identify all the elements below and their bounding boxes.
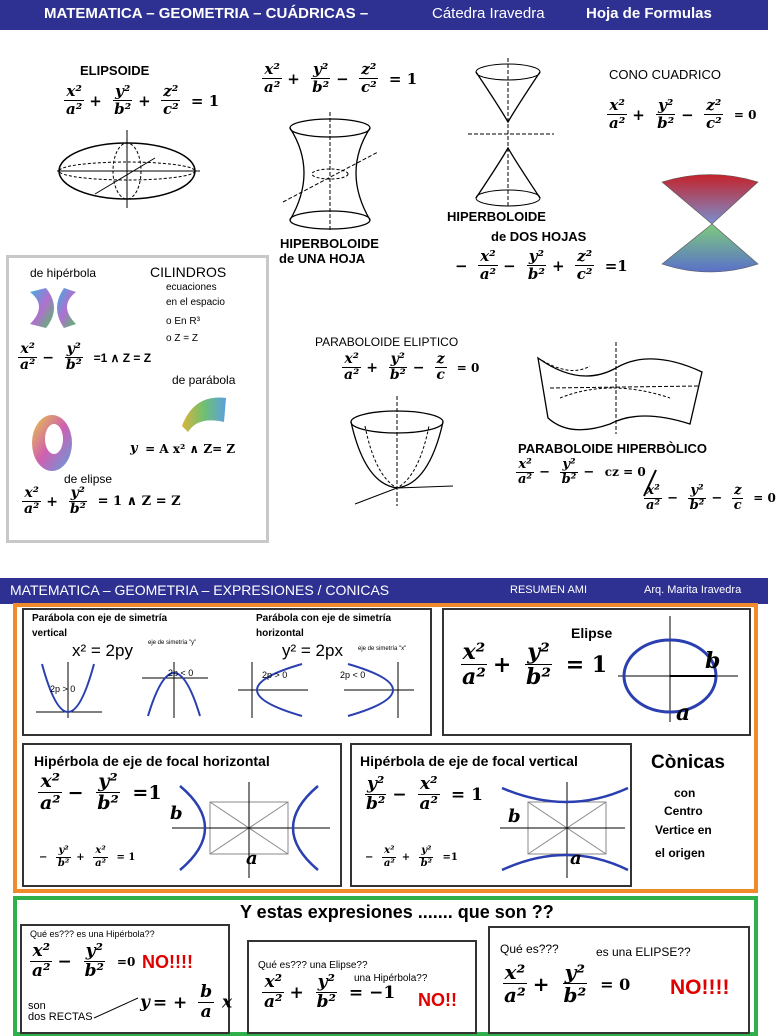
parabola-horizontal-title-1: Parábola con eje de simetría xyxy=(256,613,392,624)
cilindro-hiperbolico-equation: $\frac{\text{x²}}{\text{a²}}$ − $\frac{\text{y²}}{\text{b²}}$ =1 ∧ Z = Z xyxy=(20,341,152,373)
hiperboloide-dos-hojas-equation: − $\frac{\text{x²}}{\text{a²}}$ − $\frac{\text{y²}}{\text{b²}}$ + $\frac{\text{z²}}{\text{c²}}$ =1 xyxy=(455,247,628,283)
hiperbola-vertical-b: b xyxy=(508,806,521,827)
question-2-text-2: una Hipérbola?? xyxy=(354,973,428,984)
elipsoide-equation: $\frac{\text{x²}}{\text{a²}}$ + $\frac{\text{y²}}{\text{b²}}$ + $\frac{\text{z²}}{\text{c²}}$ = 1 xyxy=(66,82,220,118)
conicas-line-2: Centro xyxy=(664,804,703,818)
paraboloide-hiperbolico-equation-2: $\frac{\text{x²}}{\text{a²}}$ − $\frac{\text{y²}}{\text{b²}}$ − $\frac{z}{c}$ = 0 xyxy=(646,483,776,513)
question-1-text: Qué es??? es una Hipérbola?? xyxy=(30,929,155,939)
expresiones-question: Y estas expresiones ....... que son ?? xyxy=(240,902,554,922)
elipse-b-label: b xyxy=(705,648,721,674)
hiperbola-vertical-alt-equation: − $\frac{\text{x²}}{\text{a²}}$ + $\frac{\text{y²}}{\text{b²}}$ =1 xyxy=(365,845,458,869)
parabola-vertical-note: eje de simetría "y" xyxy=(148,640,197,646)
hiperboloide-dos-hojas-label-2: de DOS HOJAS xyxy=(491,229,587,244)
question-1-no: NO!!!! xyxy=(142,952,193,972)
hiperbola-horizontal-title: Hipérbola de eje de focal horizontal xyxy=(34,753,270,769)
elipse-label: Elipse xyxy=(571,625,613,641)
parabola-vertical-equation: x² = 2py xyxy=(72,641,133,660)
parabola-horizontal-left-graph xyxy=(342,660,416,720)
conicas-line-1: con xyxy=(674,786,696,800)
question-2-no: NO!! xyxy=(418,990,457,1010)
hiperbola-vertical-graph xyxy=(500,780,630,880)
elipse-equation: $\frac{\text{x²}}{\text{a²}}$ + $\frac{\text{y²}}{\text{b²}}$ = 1 xyxy=(462,639,608,691)
cilindros-hiperbola-label: de hipérbola xyxy=(30,266,97,280)
elipsoide-figure xyxy=(55,128,205,208)
parabola-vertical-p-pos: 2p > 0 xyxy=(50,684,76,694)
cilindro-hiperbolico-figure xyxy=(28,286,78,330)
elipsoide-label: ELIPSOIDE xyxy=(80,63,150,78)
cilindros-note-2: en el espacio xyxy=(166,297,225,308)
cilindros-parabola-label: de parábola xyxy=(172,373,236,387)
hiperboloide-una-hoja-label-2: de UNA HOJA xyxy=(279,251,366,266)
conicas-title: Cònicas xyxy=(651,752,725,773)
cilindro-eliptico-equation: $\frac{\text{x²}}{\text{a²}}$ + $\frac{\text{y²}}{\text{b²}}$ = 1 ∧ Z = Z xyxy=(24,485,181,517)
page1-header xyxy=(0,0,768,30)
hiperboloide-una-hoja-equation: $\frac{\text{x²}}{\text{a²}}$ + $\frac{\text{y²}}{\text{b²}}$ − $\frac{\text{z²}}{\text{c²}}$ = 1 xyxy=(264,60,418,96)
cono-label: CONO CUADRICO xyxy=(609,67,721,82)
cono-equation: $\frac{\text{x²}}{\text{a²}}$ + $\frac{\text{y²}}{\text{b²}}$ − $\frac{\text{z²}}{\text{c²}}$ = 0 xyxy=(609,96,757,132)
question-1-rectas: dos RECTAS xyxy=(28,1011,93,1023)
paraboloide-hiperbolico-equation-1: $\frac{\text{x²}}{\text{a²}}$ − $\frac{\text{y²}}{\text{b²}}$ − cz = 0 xyxy=(518,457,646,487)
conicas-line-4: el origen xyxy=(655,846,706,860)
question-3-no: NO!!!! xyxy=(670,976,730,999)
cono-figure xyxy=(660,172,760,272)
conicas-line-3: Vertice en xyxy=(655,823,712,837)
cilindro-parabolico-figure xyxy=(180,392,228,432)
question-1-arrow xyxy=(92,996,142,1020)
paraboloide-hiperbolico-label: PARABOLOIDE HIPERBÒLICO xyxy=(518,441,707,456)
question-2-equation: $\frac{\text{x²}}{\text{a²}}$ + $\frac{\text{y²}}{\text{b²}}$ = −1 xyxy=(264,972,396,1012)
page2-title: MATEMATICA – GEOMETRIA – EXPRESIONES / CONICAS xyxy=(10,582,390,598)
hiperbola-horizontal-a: a xyxy=(246,848,258,869)
page2-header xyxy=(0,578,768,604)
paraboloide-eliptico-figure xyxy=(345,396,455,508)
parabola-horizontal-title-2: horizontal xyxy=(256,628,304,639)
cilindros-elipse-label: de elipse xyxy=(64,472,113,486)
paraboloide-eliptico-label: PARABOLOIDE ELIPTICO xyxy=(315,335,459,349)
parabola-vertical-title-1: Parábola con eje de simetría xyxy=(32,613,168,624)
parabola-horizontal-p-pos: 2p > 0 xyxy=(262,670,288,680)
hiperboloide-dos-hojas-label-1: HIPERBOLOIDE xyxy=(447,209,546,224)
question-3-equation: $\frac{\text{x²}}{\text{a²}}$ + $\frac{\text{y²}}{\text{b²}}$ = 0 xyxy=(504,960,631,1007)
question-2-text: Qué es??? una Elipse?? xyxy=(258,960,368,971)
cilindros-note-4: o Z = Z xyxy=(166,333,198,344)
question-1-son: son xyxy=(28,1000,46,1012)
cilindros-title: CILINDROS xyxy=(150,264,227,280)
page2-author: Arq. Marita Iravedra xyxy=(644,584,742,596)
hiperboloide-dos-hojas-figure xyxy=(460,58,560,208)
parabola-horizontal-p-neg: 2p < 0 xyxy=(340,670,366,680)
hiperbola-vertical-title: Hipérbola de eje de focal vertical xyxy=(360,753,578,769)
question-1-rectas-equation: y = + $\frac{b}{a}$ x xyxy=(140,982,233,1022)
hiperboloide-una-hoja-label-1: HIPERBOLOIDE xyxy=(280,236,379,251)
parabola-horizontal-right-graph xyxy=(236,660,310,720)
page1-title: MATEMATICA – GEOMETRIA – CUÁDRICAS – xyxy=(44,5,369,22)
paraboloide-eliptico-equation: $\frac{\text{x²}}{\text{a²}}$ + $\frac{\text{y²}}{\text{b²}}$ − $\frac{z}{c}$ = 0 xyxy=(344,351,480,383)
question-3-text: Qué es??? xyxy=(500,942,559,956)
question-1-equation: $\frac{\text{x²}}{\text{a²}}$ − $\frac{\text{y²}}{\text{b²}}$ =0 xyxy=(32,941,136,981)
parabola-vertical-p-neg: 2p < 0 xyxy=(168,668,194,678)
cilindro-eliptico-figure xyxy=(28,412,76,474)
hiperbola-vertical-equation: $\frac{\text{y²}}{\text{b²}}$ − $\frac{\text{x²}}{\text{a²}}$ = 1 xyxy=(366,774,483,814)
parabola-horizontal-equation: y² = 2px xyxy=(282,641,343,660)
question-3-text-2: es una ELIPSE?? xyxy=(596,945,691,959)
paraboloide-hiperbolico-figure xyxy=(530,338,710,438)
cilindro-parabolico-equation: y = A x² ∧ Z= Z xyxy=(130,441,236,456)
page2-resumen: RESUMEN AMI xyxy=(510,584,588,596)
parabola-vertical-title-2: vertical xyxy=(32,628,68,639)
hiperboloide-una-hoja-figure xyxy=(278,112,388,234)
hiperbola-horizontal-equation: $\frac{\text{x²}}{\text{a²}}$ − $\frac{\text{y²}}{\text{b²}}$ =1 xyxy=(40,770,162,814)
page1-catedra: Cátedra Iravedra xyxy=(432,5,545,22)
elipse-a-label: a xyxy=(676,700,691,726)
parabola-horizontal-note: eje de simetría "x" xyxy=(358,646,407,652)
hiperbola-vertical-a: a xyxy=(570,848,582,869)
cilindros-note-1: ecuaciones xyxy=(166,282,217,293)
hiperbola-horizontal-b: b xyxy=(170,803,183,824)
page1-sheet-name: Hoja de Formulas xyxy=(586,5,712,22)
hiperbola-horizontal-alt-equation: − $\frac{\text{y²}}{\text{b²}}$ + $\frac{\text{x²}}{\text{a²}}$ = 1 xyxy=(39,845,136,869)
cilindros-note-3: o En R³ xyxy=(166,316,200,327)
